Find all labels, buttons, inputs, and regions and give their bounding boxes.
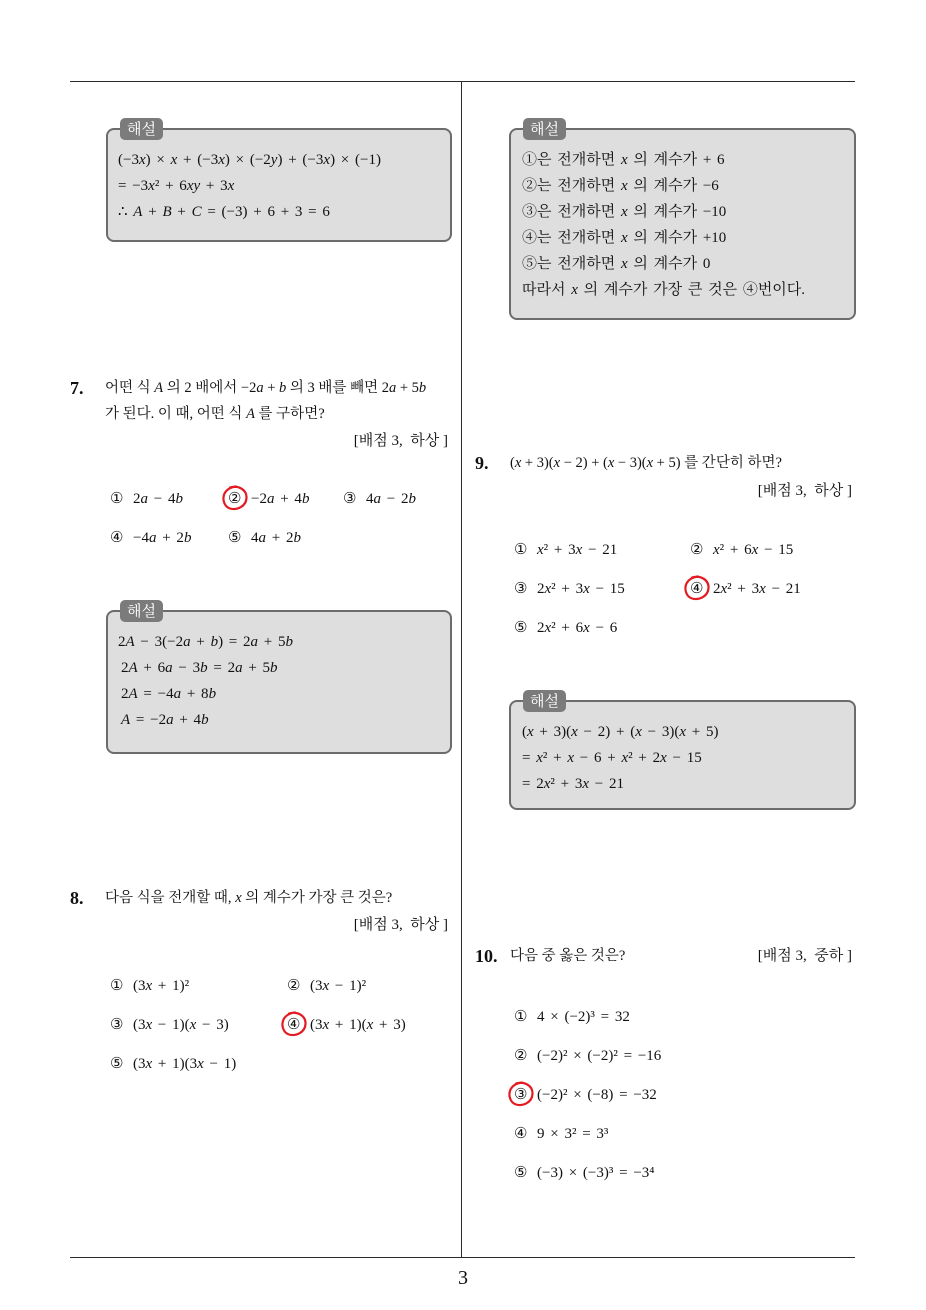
page-number: 3 [458, 1267, 468, 1289]
choice-number: ④ [110, 530, 124, 546]
choice-item [514, 1044, 814, 1083]
question-7 [70, 375, 448, 454]
question-number: 9. [475, 453, 489, 473]
choice-item [514, 1005, 814, 1044]
math-variable: x [227, 178, 235, 194]
math-variable: x [536, 750, 543, 766]
choice-expression: x² + 3x − 21 [537, 542, 618, 558]
math-variable: a [166, 712, 174, 728]
math-variable: b [210, 634, 219, 650]
choice-number: ⑤ [228, 530, 242, 546]
solution-box [509, 120, 856, 320]
choice-item [110, 1013, 287, 1052]
choice-list [110, 974, 457, 1091]
question-number: 10. [475, 946, 498, 966]
choice-number: ④ [690, 577, 713, 601]
question-10 [475, 943, 852, 969]
choice-expression: 4 × (−2)³ = 32 [537, 1009, 630, 1025]
solution-line: 2A − 3(−2a + b) = 2a + 5b [118, 634, 293, 650]
choice-expression: 4a − 2b [366, 491, 416, 507]
math-variable: x [720, 581, 728, 597]
question-text-line [70, 885, 448, 911]
math-variable: x [537, 542, 544, 558]
choice-expression: 2x² + 3x − 15 [537, 581, 625, 597]
answer-circle-mark [506, 1080, 536, 1108]
math-variable: b [175, 491, 183, 507]
choice-item [287, 974, 457, 1013]
choice-expression: 9 × 3² = 3³ [537, 1126, 609, 1142]
choice-item [514, 577, 690, 616]
math-variable: x [218, 152, 225, 168]
math-variable: x [235, 890, 242, 906]
solution-label: 해설 [120, 118, 163, 140]
math-variable: x [189, 1017, 197, 1033]
choice-expression: 4a + 2b [251, 530, 301, 546]
math-variable: x [759, 581, 766, 597]
math-variable: b [270, 660, 278, 676]
math-variable: x [366, 1017, 374, 1033]
math-variable: x [583, 620, 590, 636]
question-text-line [475, 450, 852, 476]
bottom-rule [70, 1257, 855, 1258]
choice-expression: (3x − 1)(x − 3) [133, 1017, 229, 1033]
math-variable: b [208, 686, 217, 702]
choice-item [514, 1122, 814, 1161]
choice-item [228, 487, 343, 526]
math-variable: b [183, 530, 192, 546]
answer-circle-mark [279, 1010, 309, 1038]
solution-line: (x + 3)(x − 2) + (x − 3)(x + 5) [522, 724, 719, 740]
choice-item [343, 487, 453, 526]
math-variable: x [621, 750, 629, 766]
math-variable: x [713, 542, 720, 558]
solution-line: 2A + 6a − 3b = 2a + 5b [121, 660, 278, 676]
top-rule [70, 81, 855, 82]
math-variable: A [125, 634, 135, 650]
choice-expression: (3x + 1)(x + 3) [310, 1017, 406, 1033]
answer-circle-mark [682, 574, 712, 602]
choice-item [110, 974, 287, 1013]
choice-expression: 2a − 4b [133, 491, 183, 507]
math-variable: x [620, 152, 628, 168]
solution-line: = 2x² + 3x − 21 [522, 776, 624, 792]
choice-number: ① [110, 978, 124, 994]
choice-number: ① [514, 1009, 528, 1025]
choice-number: ② [228, 487, 251, 511]
math-variable: xy [186, 178, 201, 194]
choice-expression: (−2)² × (−8) = −32 [537, 1087, 657, 1103]
math-variable: x [527, 724, 534, 740]
math-variable: x [514, 455, 522, 471]
choice-expression: x² + 6x − 15 [713, 542, 794, 558]
math-variable: x [620, 256, 628, 272]
solution-box [106, 120, 452, 242]
solution-line: ④는 전개하면 x 의 계수가 +10 [522, 230, 727, 246]
math-variable: x [544, 620, 552, 636]
question-text: 다음 식을 전개할 때, x 의 계수가 가장 큰 것은? [105, 890, 393, 906]
choice-list [514, 1005, 814, 1200]
solution-box [106, 602, 452, 754]
math-variable: x [679, 724, 687, 740]
choice-number: ④ [287, 1013, 310, 1037]
choice-number: ④ [514, 1126, 528, 1142]
math-variable: A [128, 686, 138, 702]
math-variable: x [620, 230, 628, 246]
choice-item [110, 1052, 287, 1091]
choice-number: ③ [110, 1017, 124, 1033]
choice-number: ③ [514, 1083, 537, 1107]
math-variable: x [138, 152, 146, 168]
question-number: 7. [70, 378, 84, 398]
question-score: [배점 3, 중하 ] [757, 948, 852, 964]
solution-box [509, 692, 856, 810]
math-variable: A [133, 204, 143, 220]
solution-line: ⑤는 전개하면 x 의 계수가 0 [522, 256, 711, 272]
math-variable: a [256, 380, 264, 396]
math-variable: x [197, 1056, 204, 1072]
choice-number: ② [514, 1048, 528, 1064]
solution-label: 해설 [120, 600, 163, 622]
choice-number: ① [110, 491, 124, 507]
math-variable: x [635, 724, 642, 740]
answer-circle-mark [220, 484, 250, 512]
math-variable: a [173, 686, 182, 702]
solution-line: ③은 전개하면 x 의 계수가 −10 [522, 204, 727, 220]
choice-expression: (3x + 1)(3x − 1) [133, 1056, 237, 1072]
math-variable: x [145, 978, 153, 994]
choice-item [690, 577, 860, 616]
choice-expression: −2a + 4b [251, 491, 310, 507]
solution-line: (−3x) × x + (−3x) × (−2y) + (−3x) × (−1) [118, 152, 381, 168]
solution-line: ①은 전개하면 x 의 계수가 + 6 [522, 152, 725, 168]
math-variable: a [250, 634, 259, 650]
question-score: [배점 3, 하상 ] [353, 433, 448, 449]
choice-item [514, 538, 690, 577]
choice-item [514, 1161, 814, 1200]
math-variable: A [246, 406, 255, 422]
question-9 [475, 450, 852, 504]
math-variable: x [620, 178, 628, 194]
choice-list [514, 538, 860, 655]
choice-expression: (3x + 1)² [133, 978, 190, 994]
solution-line: A = −2a + 4b [121, 712, 209, 728]
math-variable: x [323, 152, 331, 168]
choice-number: ② [690, 542, 704, 558]
math-variable: b [201, 712, 209, 728]
math-variable: x [607, 455, 615, 471]
math-variable: x [544, 581, 552, 597]
choice-item [690, 538, 860, 577]
math-variable: b [279, 380, 287, 396]
solution-label: 해설 [523, 118, 566, 140]
choice-item [228, 526, 343, 565]
math-variable: a [165, 660, 173, 676]
math-variable: x [170, 152, 178, 168]
question-text-line [70, 401, 448, 427]
choice-expression: (−2)² × (−2)² = −16 [537, 1048, 662, 1064]
math-variable: x [582, 776, 590, 792]
math-variable: a [373, 491, 381, 507]
choice-item [110, 526, 228, 565]
math-variable: a [258, 530, 266, 546]
math-variable: a [235, 660, 243, 676]
math-variable: a [388, 380, 397, 396]
solution-line: 2A = −4a + 8b [121, 686, 217, 702]
choice-expression: (−3) × (−3)³ = −3⁴ [537, 1165, 655, 1181]
math-variable: b [200, 660, 208, 676]
choice-number: ⑤ [514, 1165, 528, 1181]
math-variable: x [567, 750, 575, 766]
math-variable: a [148, 530, 157, 546]
math-variable: x [646, 455, 654, 471]
math-variable: x [583, 581, 590, 597]
math-variable: x [145, 1056, 153, 1072]
choice-expression: 2x² + 3x − 21 [713, 581, 801, 597]
solution-label: 해설 [523, 690, 566, 712]
math-variable: x [322, 1017, 330, 1033]
math-variable: x [543, 776, 551, 792]
solution-line: = −3x² + 6xy + 3x [118, 178, 235, 194]
math-variable: C [191, 204, 202, 220]
choice-expression: (3x − 1)² [310, 978, 367, 994]
solution-line: ∴ A + B + C = (−3) + 6 + 3 = 6 [118, 204, 330, 220]
choice-number: ③ [514, 581, 528, 597]
solution-line: = x² + x − 6 + x² + 2x − 15 [522, 750, 702, 766]
math-variable: x [145, 1017, 153, 1033]
choice-number: ⑤ [514, 620, 528, 636]
math-variable: b [418, 380, 427, 396]
choice-item [110, 487, 228, 526]
math-variable: x [571, 282, 578, 298]
question-score: [배점 3, 하상 ] [757, 483, 852, 499]
math-variable: x [553, 455, 561, 471]
choice-number: ⑤ [110, 1056, 124, 1072]
math-variable: x [571, 724, 578, 740]
choice-list [110, 487, 453, 565]
math-variable: b [293, 530, 301, 546]
math-variable: a [140, 491, 148, 507]
question-text-line [475, 943, 852, 969]
choice-item [287, 1013, 457, 1052]
choice-item [514, 616, 690, 655]
question-score: [배점 3, 하상 ] [353, 917, 448, 933]
math-variable: x [751, 542, 759, 558]
math-variable: x [575, 542, 583, 558]
math-variable: B [162, 204, 172, 220]
choice-item [514, 1083, 814, 1122]
choice-number: ② [287, 978, 301, 994]
math-variable: b [408, 491, 416, 507]
choice-number: ③ [343, 491, 357, 507]
choice-expression: 2x² + 6x − 6 [537, 620, 618, 636]
question-number: 8. [70, 888, 84, 908]
question-text: (x + 3)(x − 2) + (x − 3)(x + 5) 를 간단히 하면? [510, 455, 782, 471]
choice-number: ① [514, 542, 528, 558]
question-text: 가 된다. 이 때, 어떤 식 A 를 구하면? [105, 406, 325, 422]
solution-line: ②는 전개하면 x 의 계수가 −6 [522, 178, 719, 194]
math-variable: A [154, 380, 164, 396]
question-8 [70, 885, 448, 938]
question-text-line [70, 375, 448, 401]
choice-expression: −4a + 2b [133, 530, 192, 546]
math-variable: a [266, 491, 275, 507]
math-variable: b [301, 491, 310, 507]
math-variable: x [660, 750, 667, 766]
math-variable: a [183, 634, 191, 650]
math-variable: b [285, 634, 293, 650]
question-text: 어떤 식 A 의 2 배에서 −2a + b 의 3 배를 빼면 2a + 5b [105, 380, 427, 396]
math-variable: x [620, 204, 628, 220]
math-variable: y [270, 152, 278, 168]
math-variable: x [322, 978, 330, 994]
question-text: 다음 중 옳은 것은? [510, 948, 626, 964]
solution-line: 따라서 x 의 계수가 가장 큰 것은 ④번이다. [522, 282, 806, 298]
math-variable: x [148, 178, 155, 194]
math-variable: A [128, 660, 138, 676]
column-divider [461, 82, 462, 1258]
math-variable: A [121, 712, 131, 728]
